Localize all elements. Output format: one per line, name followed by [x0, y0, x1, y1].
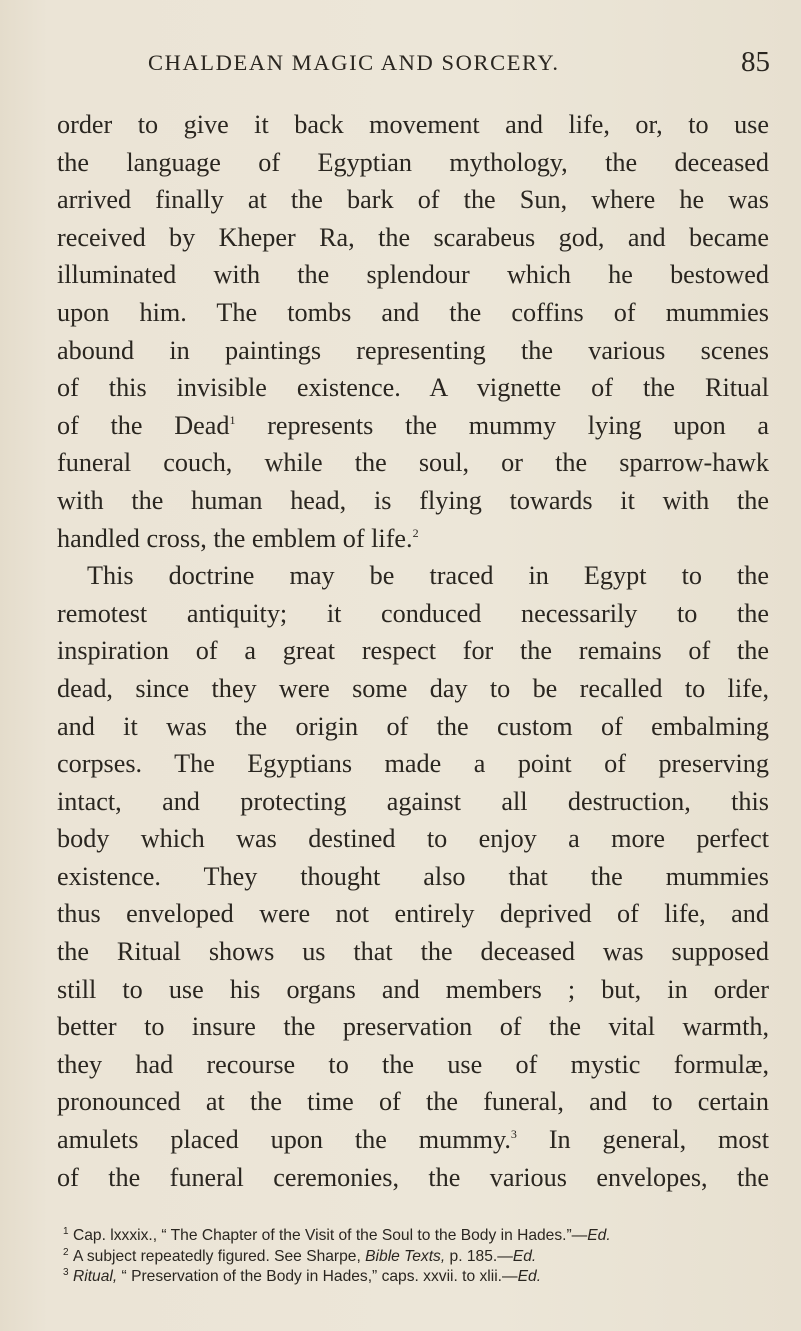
- footnote-title: Ritual,: [73, 1268, 118, 1286]
- footnote-mark: 1: [63, 1226, 69, 1237]
- footnote-mark: 3: [63, 1267, 69, 1279]
- text-line: body which was destined to enjoy a more perfect: [57, 824, 769, 854]
- footnotes: [57, 1226, 769, 1288]
- text-line: of this invisible existence. A vignette of the Ritual: [57, 373, 769, 403]
- text-line: upon him. The tombs and the coffins of mummies: [57, 297, 769, 327]
- page-header: [148, 46, 770, 86]
- page-number: 85: [741, 46, 770, 78]
- text-line: existence. They thought also that the mummies: [57, 861, 769, 891]
- body-text: [57, 106, 769, 1196]
- footnote-title: Bible Texts,: [365, 1247, 446, 1265]
- text-line: inspiration of a great respect for the remains of the: [57, 636, 769, 666]
- text-fragment: amulets placed upon the mummy.: [57, 1125, 511, 1155]
- footnote-ref: 1: [229, 412, 236, 427]
- text-line: corpses. The Egyptians made a point of preserving: [57, 749, 769, 779]
- text-line: [57, 520, 769, 558]
- text-line: of the funeral ceremonies, the various envelopes, the: [57, 1162, 769, 1192]
- text-line: abound in paintings representing the various scenes: [57, 335, 769, 365]
- text-line: received by Kheper Ra, the scarabeus god, and became: [57, 222, 769, 252]
- text-line: they had recourse to the use of mystic formulæ,: [57, 1049, 769, 1079]
- footnote-ref: 3: [510, 1127, 517, 1142]
- text-line: dead, since they were some day to be recalled to life,: [57, 673, 769, 703]
- text-fragment: handled cross, the emblem of life.: [57, 523, 413, 553]
- text-line: the language of Egyptian mythology, the deceased: [57, 147, 769, 177]
- text-line: funeral couch, while the soul, or the sparrow-hawk: [57, 448, 769, 478]
- footnote-ref: 2: [412, 525, 419, 540]
- footnote: [57, 1267, 769, 1288]
- text-line: order to give it back movement and life, or, to use: [57, 110, 769, 139]
- text-line: This doctrine may be traced in Egypt to the: [87, 561, 769, 591]
- footnote-mark: 2: [63, 1246, 69, 1258]
- footnote-text: Cap. lxxxix., “ The Chapter of the Visit of the Soul to the Body in Hades.”—: [73, 1227, 588, 1244]
- footnote: [57, 1226, 769, 1247]
- footnote: [57, 1247, 769, 1268]
- text-line: better to insure the preservation of the vital warmth,: [57, 1012, 769, 1042]
- footnote-text: A subject repeatedly figured. See Sharpe,: [73, 1247, 361, 1265]
- text-fragment: represents the mummy lying upon a: [267, 410, 770, 440]
- text-line: intact, and protecting against all destruction, this: [57, 786, 769, 816]
- footnote-editor: Ed.: [517, 1268, 542, 1286]
- text-line: pronounced at the time of the funeral, and to certain: [57, 1087, 769, 1117]
- text-line: with the human head, is flying towards it with the: [57, 485, 769, 515]
- text-line: arrived finally at the bark of the Sun, where he was: [57, 185, 769, 215]
- footnote-editor: Ed.: [587, 1227, 611, 1244]
- text-line: illuminated with the splendour which he bestowed: [57, 260, 769, 290]
- footnote-text: “ Preservation of the Body in Hades,” caps. xxvii. to xlii.—: [121, 1268, 518, 1286]
- running-head: CHALDEAN MAGIC AND SORCERY.: [148, 50, 560, 75]
- text-line: [57, 1121, 769, 1159]
- text-line: [57, 407, 769, 445]
- text-line: and it was the origin of the custom of embalming: [57, 711, 769, 741]
- text-line: the Ritual shows us that the deceased was supposed: [57, 937, 769, 967]
- footnote-editor: Ed.: [512, 1247, 537, 1265]
- text-line: still to use his organs and members ; but, in order: [57, 974, 769, 1004]
- text-fragment: In general, most: [548, 1125, 769, 1155]
- text-line: thus enveloped were not entirely deprived of life, and: [57, 899, 769, 929]
- text-line: remotest antiquity; it conduced necessarily to the: [57, 598, 769, 628]
- footnote-text: p. 185.—: [449, 1247, 513, 1265]
- text-fragment: of the Dead: [57, 410, 230, 440]
